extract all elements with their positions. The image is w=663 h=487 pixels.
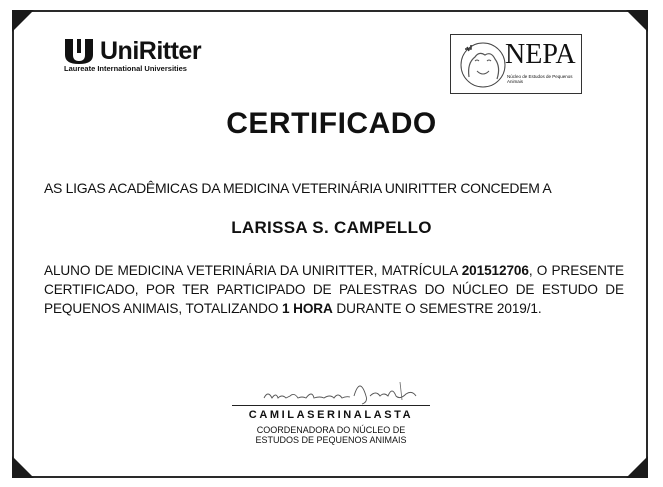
body-text-part-1: ALUNO DE MEDICINA VETERINÁRIA DA UNIRITTER, MATRÍCULA	[44, 263, 462, 278]
certificate-body	[44, 261, 624, 318]
total-hours: 1 HORA	[281, 301, 333, 316]
corner-ornament-bottom-left	[12, 456, 34, 478]
signer-name: CAMILASERINALASTA	[248, 409, 414, 421]
uniritter-tagline: Laureate International Universities	[64, 64, 187, 73]
signer-role-line-2: ESTUDOS DE PEQUENOS ANIMAIS	[255, 435, 407, 445]
uniritter-name: UniRitter	[100, 36, 202, 65]
certificate-title: CERTIFICADO	[226, 107, 437, 140]
nepa-name: NEPA	[505, 39, 576, 70]
registration-number: 201512706	[461, 263, 529, 278]
corner-ornament-top-left	[12, 10, 34, 32]
certificate-intro: AS LIGAS ACADÊMICAS DA MEDICINA VETERINÁRIA UNIRITTER CONCEDEM A	[44, 180, 552, 196]
signer-role	[232, 425, 430, 445]
signature-line	[232, 405, 430, 406]
nepa-animals-emblem-icon	[459, 41, 507, 89]
body-text-part-3: DURANTE O SEMESTRE 2019/1.	[332, 301, 542, 316]
nepa-subtitle: Núcleo de Estudos de Pequenos Animais	[507, 74, 573, 84]
nepa-logo	[450, 34, 582, 94]
uniritter-logo	[62, 36, 201, 73]
corner-ornament-bottom-right	[626, 456, 648, 478]
signer-role-line-1: COORDENADORA DO NÚCLEO DE	[256, 425, 406, 435]
recipient-name: LARISSA S. CAMPELLO	[231, 218, 432, 237]
corner-ornament-top-right	[626, 10, 648, 32]
handwritten-signature	[250, 372, 430, 408]
uniritter-logo-mark-icon	[62, 36, 96, 66]
body-text-part-2: , O PRESENTE CERTIFICADO, POR TER PARTICIPADO DE PALESTRAS DO NÚCLEO DE ESTUDO DE PEQUENOS ANIMAIS, TOTALIZANDO	[44, 263, 624, 316]
